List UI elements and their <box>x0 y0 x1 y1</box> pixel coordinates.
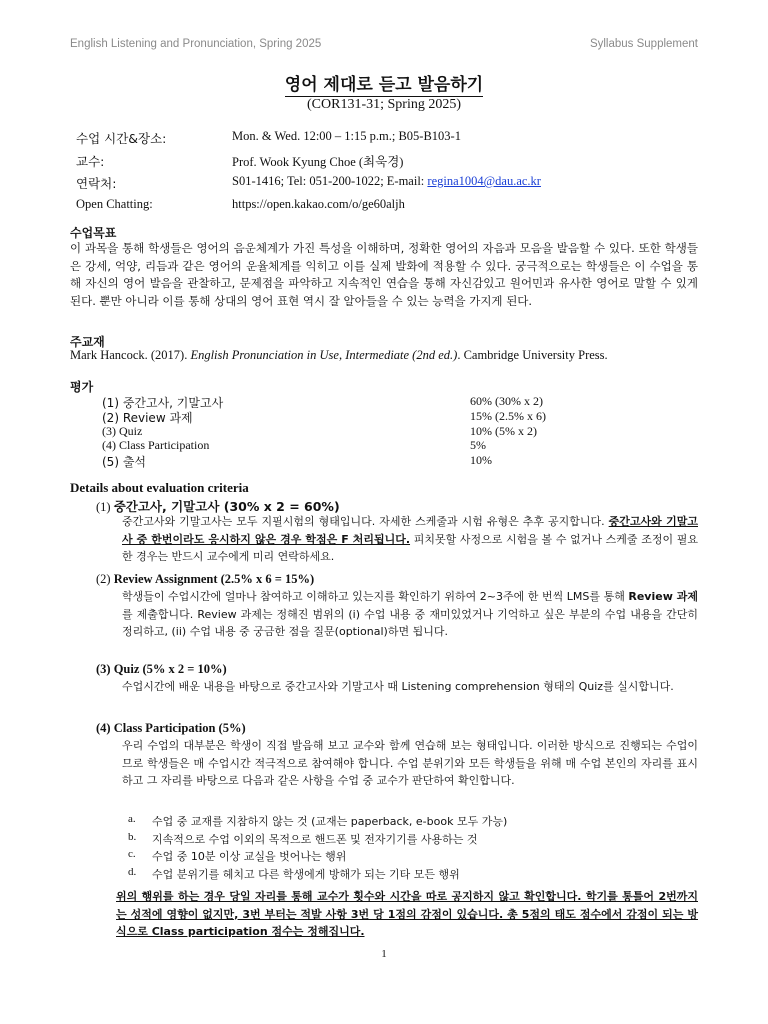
textbook-heading: 주교재 <box>70 335 105 349</box>
info-label: 수업 시간&장소: <box>76 131 167 146</box>
email-link[interactable]: regina1004@dau.ac.kr <box>427 174 541 188</box>
exam-warning: 중간고사와 기말고사 중 한번이라도 응시하지 않은 경우 학점은 F 처리됩니다. <box>122 515 698 546</box>
list-item: d. 수업 분위기를 헤치고 다른 학생에게 방해가 되는 기타 모든 행위 <box>128 865 460 881</box>
textbook-citation: Mark Hancock. (2017). English Pronunciation in Use, Intermediate (2nd ed.). Cambridge University Press. <box>70 348 608 362</box>
details-heading: Details about evaluation criteria <box>70 480 249 495</box>
participation-note: 위의 행위를 하는 경우 당일 자리를 통해 교수가 횟수와 시간을 따로 공지하지 않고 확인합니다. 학기를 통틀어 2번까지는 성적에 영향이 없지만, 3번 부터는 적발 사항 3번 당 1점의 감점이 있습니다. 총 5점의 태도 점수에서 감점이 되는 방식으로 Class participation 점수는 정해집니다. <box>116 890 698 938</box>
evaluation-item: (4) Class Participation <box>102 438 210 453</box>
objective-text: 이 과목을 통해 학생들은 영어의 음운체계가 가진 특성을 이해하며, 정확한 영어의 자음과 모음을 발음할 수 있다. 또한 학생들은 강세, 억양, 리듬과 같은 영어의 운율체계를 익히고 이를 실제 발화에 적용할 수 있다. 궁극적으로는 학생들은 이 수업을 통해 자신의 영어 발음을 관찰하고, 문제점을 파악하고 지속적인 연습을 통해 자신감있고 원어민과 유사한 영어로 말할 수 있게 된다. 뿐만 아니라 이를 통해 상대의 영어 표현 역시 잘 알아들을 수 있는 능력을 가지게 된다. <box>70 241 698 308</box>
info-label: Open Chatting: <box>76 196 153 211</box>
evaluation-row <box>102 453 562 468</box>
evaluation-item: (2) Review 과제 <box>102 410 193 425</box>
behavior-list <box>128 813 648 883</box>
evaluation-item: (3) Quiz <box>102 423 143 438</box>
page-title: 영어 제대로 듣고 발음하기 <box>284 75 484 95</box>
list-item: c. 수업 중 10분 이상 교실을 벗어나는 행위 <box>128 848 347 863</box>
evaluation-row <box>102 394 562 409</box>
evaluation-weight: 10% (5% x 2) <box>470 423 537 438</box>
evaluation-row <box>102 438 562 453</box>
evaluation-row <box>102 424 562 439</box>
page-number: 1 <box>381 948 387 960</box>
info-value: Mon. & Wed. 12:00 – 1:15 p.m.; B05-B103-1 <box>232 129 461 143</box>
objective-heading: 수업목표 <box>70 226 117 240</box>
evaluation-weight: 10% <box>470 453 492 468</box>
course-code: (COR131-31; Spring 2025) <box>307 97 461 112</box>
quiz-heading: (3) Quiz (5% x 2 = 10%) <box>96 662 227 676</box>
evaluation-table <box>102 394 562 468</box>
textbook-title: English Pronunciation in Use, Intermediate (2nd ed.) <box>190 348 458 362</box>
exam-text: 중간고사와 기말고사는 모두 지필시험의 형태입니다. 자세한 스케줄과 시험 유형은 추후 공지합니다. 중간고사와 기말고사 중 한번이라도 응시하지 않은 경우 학점은 F 처리됩니다. 피치못할 사정으로 시험을 볼 수 없거나 스케줄 조정이 필요한 경우는 반드시 교수에게 미리 연락하세요. <box>122 515 698 563</box>
participation-heading: (4) Class Participation (5%) <box>96 721 246 735</box>
quiz-text: 수업시간에 배운 내용을 바탕으로 중간고사와 기말고사 때 Listening comprehension 형태의 Quiz를 실시합니다. <box>122 680 674 693</box>
info-value: S01-1416; Tel: 051-200-1022; E-mail: regina1004@dau.ac.kr <box>232 174 541 188</box>
review-heading: (2) Review Assignment (2.5% x 6 = 15%) <box>96 572 315 586</box>
evaluation-weight: 5% <box>470 438 486 453</box>
info-label: 연락처: <box>76 176 117 191</box>
list-item: a. 수업 중 교재를 지참하지 않는 것 (교재는 paperback, e-book 모두 가능) <box>128 813 508 828</box>
participation-text: 우리 수업의 대부분은 학생이 직접 발음해 보고 교수와 함께 연습해 보는 형태입니다. 이러한 방식으로 진행되는 수업이므로 학생들은 매 수업시간 적극적으로 참여해야 합니다. 수업 분위기와 모든 학생들을 위해 매 수업 본인의 자리를 표시하고 그 자리를 바탕으로 다음과 같은 사항을 수업 중 교수가 판단하여 확인합니다. <box>122 739 698 787</box>
list-item: b. 지속적으로 수업 이외의 목적으로 핸드폰 및 전자기기를 사용하는 것 <box>128 830 478 846</box>
header-doc-type: Syllabus Supplement <box>589 38 698 50</box>
info-label: 교수: <box>76 153 105 169</box>
header-course-title: English Listening and Pronunciation, Spring 2025 <box>70 38 322 50</box>
review-text: 학생들이 수업시간에 얼마나 참여하고 이해하고 있는지를 확인하기 위하여 2~3주에 한 번씩 LMS를 통해 Review 과제를 제출합니다. Review 과제는 정해진 범위의 (i) 수업 내용 중 재미있었거나 기억하고 싶은 부분의 수업 내용을 간단히 정리하고, (ii) 수업 내용 중 궁금한 점을 질문(optional)하면 됩니다. <box>122 590 699 638</box>
evaluation-item: (1) 중간고사, 기말고사 <box>102 396 224 410</box>
info-value: Prof. Wook Kyung Choe (최욱경) <box>232 154 404 169</box>
exam-heading: (1) 중간고사, 기말고사 (30% x 2 = 60%) <box>96 499 340 514</box>
evaluation-weight: 60% (30% x 2) <box>470 394 543 408</box>
evaluation-weight: 15% (2.5% x 6) <box>470 408 546 423</box>
evaluation-item: (5) 출석 <box>102 455 146 470</box>
evaluation-row <box>102 409 562 424</box>
evaluation-heading: 평가 <box>70 380 94 394</box>
open-chat-url: https://open.kakao.com/o/ge60aljh <box>232 196 405 211</box>
